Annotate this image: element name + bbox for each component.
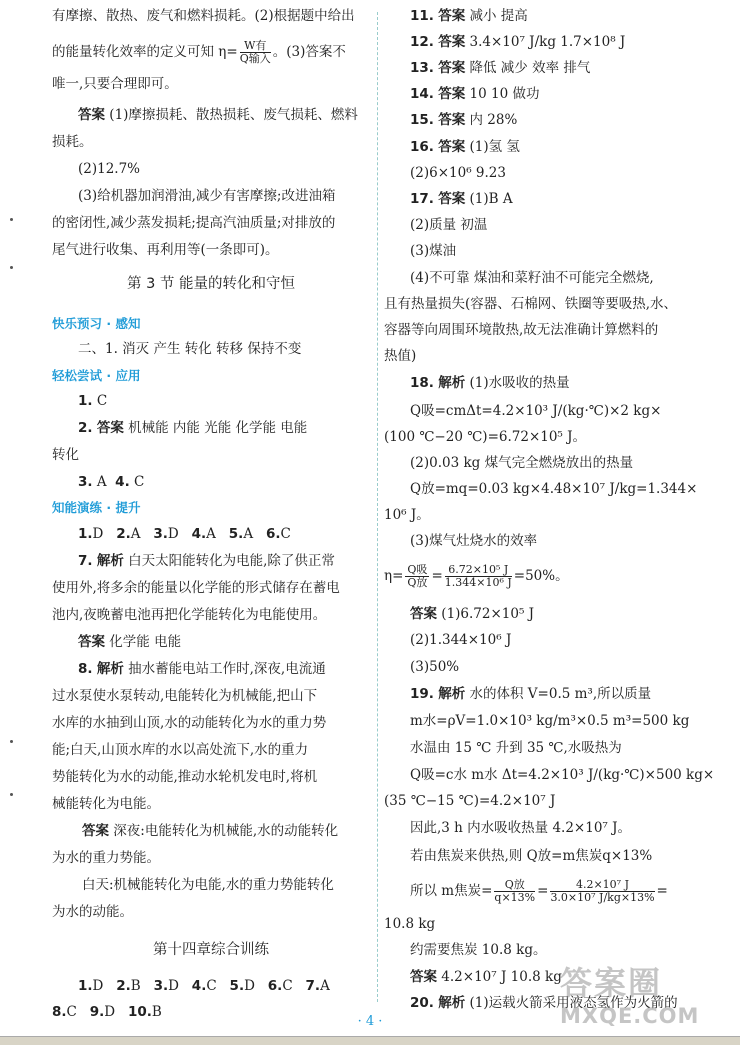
fraction-numerator: W有: [240, 40, 271, 53]
answer-value: (1)氢 氢: [469, 139, 520, 155]
question-number: 18.: [410, 375, 434, 391]
text-line: (2)0.03 kg 煤气完全燃烧放出的热量: [410, 455, 634, 471]
question-number: 12.: [410, 34, 434, 50]
question-number: 6.: [267, 978, 283, 994]
fraction-denominator: 1.344×10⁶ J: [444, 576, 512, 589]
text-run: 。(3)答案不: [272, 44, 346, 60]
text-line: 二、1. 消灭 产生 转化 转移 保持不变: [78, 341, 302, 357]
text-line: 为水的重力势能。: [52, 850, 160, 866]
text-run: (1)摩擦损耗、散热损耗、废气损耗、燃料: [109, 107, 358, 123]
margin-dot: [10, 266, 13, 269]
question-line: [52, 551, 370, 571]
answer-value: 4.2×10⁷ J 10.8 kg: [441, 969, 562, 985]
question-number: 13.: [410, 60, 434, 76]
fraction-denominator: Q输入: [239, 52, 271, 65]
question-line: [52, 418, 370, 438]
answer-value: C: [206, 978, 217, 994]
question-number: 2.: [116, 526, 131, 542]
question-line: [384, 58, 690, 78]
question-line: [52, 391, 370, 411]
text-run: 白天太阳能转化为电能,除了供正常: [128, 553, 335, 569]
efficiency-formula: [384, 564, 690, 589]
question-line: [384, 137, 690, 157]
question-line: [384, 6, 690, 26]
question-line: [384, 189, 690, 209]
question-number: 8.: [52, 1004, 67, 1020]
watermark-url: MXQE.COM: [560, 1004, 700, 1028]
text-line: 使用外,将多余的能量以化学能的形式储存在蓄电: [52, 580, 340, 596]
question-number: 1.: [78, 978, 93, 994]
text-line: (2)12.7%: [78, 161, 141, 177]
text-line: (3)50%: [410, 659, 460, 675]
answer-value: D: [104, 1004, 116, 1020]
question-line: [384, 84, 690, 104]
answer-label: 答案: [410, 606, 437, 622]
question-number: 2.: [78, 420, 93, 436]
question-number: 14.: [410, 86, 434, 102]
answer-value: 机械能 内能 光能 化学能 电能: [128, 420, 308, 436]
answer-label: 答案: [410, 969, 437, 985]
fraction: [494, 879, 535, 904]
fraction: [445, 564, 512, 589]
margin-dot: [10, 793, 13, 796]
analysis-label: 解析: [438, 686, 466, 702]
text-run: =: [537, 883, 549, 899]
subsection-heading: 轻松尝试 · 应用: [52, 368, 141, 383]
question-number: 3.: [78, 474, 93, 490]
question-number: 20.: [410, 995, 434, 1011]
text-run: 抽水蓄能电站工作时,深夜,电流通: [128, 661, 326, 677]
question-number: 16.: [410, 139, 434, 155]
text-line: 尾气进行收集、再利用等(一条即可)。: [52, 242, 279, 258]
text-line: 白天:机械能转化为电能,水的重力势能转化: [82, 877, 334, 893]
text-line: 水温由 15 ℃ 升到 35 ℃,水吸热为: [410, 740, 622, 756]
answer-value: 10 10 做功: [469, 86, 540, 102]
text-line: 械能转化为电能。: [52, 796, 160, 812]
text-line: 因此,3 h 内水吸收热量 4.2×10⁷ J。: [410, 820, 632, 836]
text-run: (1)水吸收的热量: [469, 375, 570, 391]
text-line: (4)不可靠 煤油和菜籽油不可能完全燃烧,: [410, 270, 654, 286]
text-line: (3)给机器加润滑油,减少有害摩擦;改进油箱: [78, 188, 336, 204]
text-run: 水的体积 V=0.5 m³,所以质量: [469, 686, 652, 702]
text-run: η=: [384, 568, 404, 584]
analysis-label: 解析: [438, 995, 466, 1011]
margin-dot: [10, 740, 13, 743]
question-number: 3.: [153, 978, 169, 994]
answer-value: C: [134, 474, 145, 490]
text-line: 约需要焦炭 10.8 kg。: [410, 942, 547, 958]
question-number: 4.: [191, 978, 207, 994]
answer-value: D: [92, 978, 104, 994]
answer-value: C: [96, 393, 108, 409]
answer-value: A: [320, 978, 330, 994]
section-title: 第 3 节 能量的转化和守恒: [126, 276, 296, 292]
answer-label: 答案: [438, 60, 466, 76]
question-number: 7.: [305, 978, 321, 994]
fraction-numerator: 6.72×10⁵ J: [445, 564, 512, 577]
question-number: 19.: [410, 686, 434, 702]
answer-label: 答案: [78, 634, 105, 650]
answer-value: (1)B A: [469, 191, 513, 207]
fraction-denominator: q×13%: [494, 891, 536, 904]
efficiency-fraction: [240, 40, 271, 65]
answer-label: 答案: [438, 86, 466, 102]
question-line: [52, 659, 370, 679]
text-run: =: [431, 568, 443, 584]
text-line: 过水泵使水泵转动,电能转化为机械能,把山下: [52, 688, 318, 704]
text-run: 的能量转化效率的定义可知 η=: [52, 44, 238, 60]
answer-label: 答案: [438, 139, 466, 155]
question-number: 9.: [89, 1004, 105, 1020]
answer-value: (1)6.72×10⁵ J: [441, 606, 535, 622]
formula-line: Q放=mq=0.03 kg×4.48×10⁷ J/kg=1.344×: [410, 481, 698, 497]
text-run: 所以 m焦炭=: [410, 883, 493, 899]
question-number: 1.: [78, 526, 93, 542]
answer-label: 答案: [96, 420, 124, 436]
column-divider: [377, 12, 378, 1002]
fraction-numerator: Q放: [494, 879, 535, 892]
text-line: 势能转化为水的动能,推动水轮机发电时,将机: [52, 769, 318, 785]
question-number: 7.: [78, 553, 93, 569]
answer-value: B: [130, 978, 141, 994]
question-line: [384, 684, 690, 704]
answer-value: D: [167, 526, 179, 542]
formula-line: (35 ℃−15 ℃)=4.2×10⁷ J: [384, 793, 556, 809]
text-line: (3)煤油: [410, 243, 457, 259]
answer-value: C: [66, 1004, 77, 1020]
text-line: 热值): [384, 348, 417, 364]
answer-value: 深夜:电能转化为机械能,水的动能转化: [113, 823, 339, 839]
answer-value: A: [206, 526, 216, 542]
text-line: 为水的动能。: [52, 904, 133, 920]
text-line: (3)煤气灶烧水的效率: [410, 533, 538, 549]
text-run: (1)运载火箭采用液态氢作为火箭的: [469, 995, 678, 1011]
text-line: 唯一,只要合理即可。: [52, 76, 178, 92]
formula-line: m水=ρV=1.0×10³ kg/m³×0.5 m³=500 kg: [410, 713, 690, 729]
subsection-heading: 快乐预习 · 感知: [52, 316, 141, 331]
text-line: 能;白天,山顶水库的水以高处流下,水的重力: [52, 742, 309, 758]
text-line: 容器等向周围环境散热,故无法准确计算燃料的: [384, 322, 659, 338]
answer-value: A: [96, 474, 107, 490]
analysis-label: 解析: [438, 375, 466, 391]
answer-value: B: [151, 1004, 162, 1020]
formula-line: 10⁶ J。: [384, 507, 430, 523]
answer-value: 降低 减少 效率 排气: [469, 60, 591, 76]
text-line: (2)6×10⁶ 9.23: [410, 165, 506, 181]
page-number: · 4 ·: [357, 1014, 383, 1029]
answer-line: [52, 632, 370, 652]
answer-value: 化学能 电能: [109, 634, 182, 650]
answer-value: C: [280, 526, 291, 542]
answer-row: [52, 976, 370, 996]
answer-value: A: [130, 526, 141, 542]
text-line: 池内,夜晚蓄电池再把化学能转化为电能使用。: [52, 607, 327, 623]
text-line: 且有热量损失(容器、石棉网、铁圈等要吸热,水、: [384, 296, 678, 312]
question-number: 6.: [265, 526, 281, 542]
answer-value: D: [168, 978, 179, 994]
formula-line: [52, 40, 370, 65]
question-number: 11.: [410, 8, 434, 24]
text-line: 10.8 kg: [384, 916, 436, 932]
question-line: [52, 472, 370, 492]
answer-value: 减小 提高: [469, 8, 528, 24]
fraction: [405, 564, 429, 589]
fraction-denominator: Q放: [407, 576, 428, 589]
text-run: =50%。: [513, 568, 569, 584]
answer-label: 答案: [438, 112, 466, 128]
text-line: (2)1.344×10⁶ J: [410, 632, 512, 648]
answer-label: 答案: [78, 107, 105, 123]
question-number: 5.: [228, 526, 244, 542]
question-number: 8.: [78, 661, 93, 677]
fraction: [550, 879, 654, 904]
text-line: 转化: [52, 447, 79, 463]
margin-dot: [10, 218, 13, 221]
answer-value: D: [92, 526, 104, 542]
question-line: [384, 110, 690, 130]
question-number: 4.: [115, 474, 130, 490]
question-number: 17.: [410, 191, 434, 207]
formula-line: (100 ℃−20 ℃)=6.72×10⁵ J。: [384, 429, 587, 445]
answer-value: 3.4×10⁷ J/kg 1.7×10⁸ J: [469, 34, 626, 50]
analysis-label: 解析: [96, 553, 124, 569]
fraction-denominator: 3.0×10⁷ J/kg×13%: [550, 891, 655, 904]
analysis-label: 解析: [96, 661, 124, 677]
text-line: 的密闭性,减少蒸发损耗;提高汽油质量;对排放的: [52, 215, 336, 231]
question-number: 10.: [127, 1004, 152, 1020]
text-run: =: [656, 883, 668, 899]
answer-label: 答案: [438, 8, 466, 24]
subsection-heading: 知能演练 · 提升: [52, 500, 141, 515]
question-number: 3.: [153, 526, 168, 542]
formula-line: Q吸=c水 m水 Δt=4.2×10³ J/(kg·℃)×500 kg×: [410, 767, 715, 783]
text-line: 有摩擦、散热、废气和燃料损耗。(2)根据题中给出: [52, 8, 355, 24]
chapter-title: 第十四章综合训练: [153, 942, 269, 958]
answer-line: [384, 604, 690, 624]
text-line: 损耗。: [52, 134, 93, 150]
question-line: [384, 32, 690, 52]
answer-line: [52, 821, 370, 841]
question-line: [384, 373, 690, 393]
answer-value: D: [244, 978, 255, 994]
text-line: 水库的水抽到山顶,水的动能转化为水的重力势: [52, 715, 327, 731]
text-line: (2)质量 初温: [410, 217, 488, 233]
fraction-numerator: Q吸: [407, 563, 428, 576]
question-number: 5.: [229, 978, 245, 994]
watermark-text: 答案圈: [560, 964, 663, 1002]
question-number: 1.: [78, 393, 93, 409]
question-number: 15.: [410, 112, 434, 128]
fraction-numerator: 4.2×10⁷ J: [550, 879, 654, 892]
answer-value: C: [282, 978, 293, 994]
answer-line: [52, 105, 370, 125]
answer-label: 答案: [438, 34, 466, 50]
answer-label: 答案: [82, 823, 109, 839]
mass-formula: [384, 879, 690, 904]
question-number: 2.: [116, 978, 131, 994]
answer-label: 答案: [438, 191, 466, 207]
formula-line: 若由焦炭来供热,则 Q放=m焦炭q×13%: [410, 848, 653, 864]
answer-value: A: [243, 526, 254, 542]
answer-row: [52, 524, 370, 544]
question-number: 4.: [191, 526, 207, 542]
formula-line: Q吸=cmΔt=4.2×10³ J/(kg·℃)×2 kg×: [410, 403, 662, 419]
answer-value: 内 28%: [469, 112, 518, 128]
